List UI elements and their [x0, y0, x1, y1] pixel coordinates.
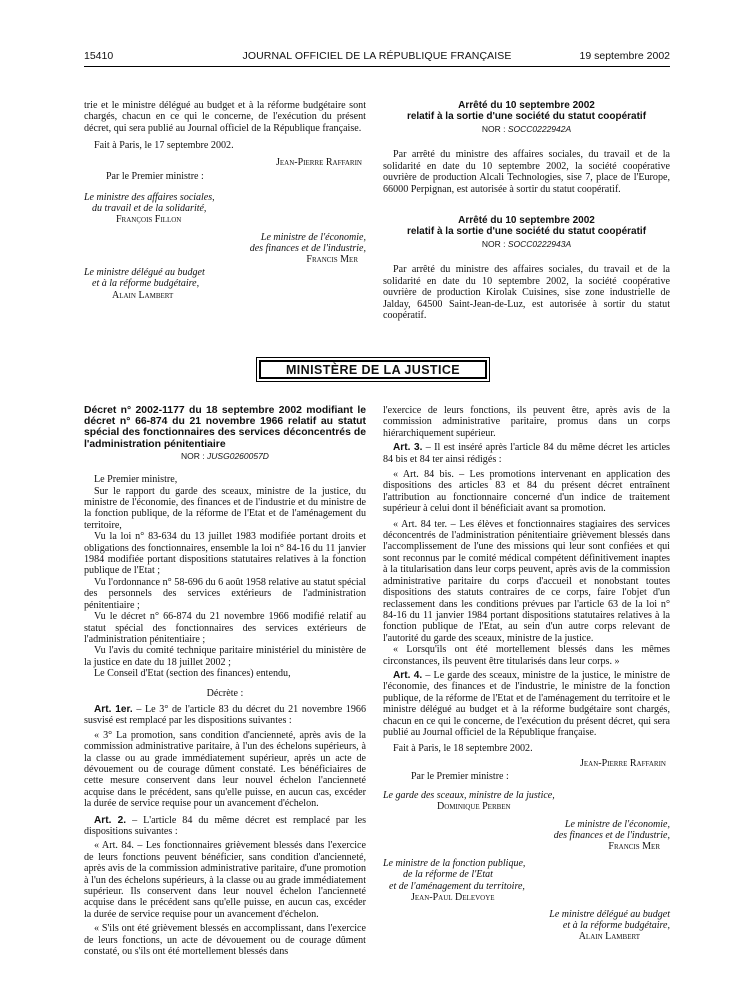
- minister-title: et à la réforme budgétaire,: [562, 920, 670, 932]
- nor-reference: [84, 451, 366, 462]
- minister-title: Le ministre délégué au budget: [549, 909, 670, 921]
- signatory-name: Jean-Pierre Raffarin: [580, 757, 666, 769]
- visa: Vu la loi n° 83-634 du 13 juillet 1983 modifiée portant droits et obligations des fonctionnaires, ensemble la loi n° 84-16 du 11 janvier 1984 modifiée portant dispositions statutaires relatives à la fonction publique de l'Etat ;: [84, 531, 366, 577]
- nor-label: NOR :: [181, 450, 205, 461]
- quoted-provision: « S'ils ont été grièvement blessés en accomplissant, dans l'exercice de leurs fonctions, un acte de dévouement ou de courage dûment constaté, ou s'ils ont été mortellement blessés dans: [84, 923, 366, 958]
- decree-right-column: [383, 405, 670, 943]
- visa: Sur le rapport du garde des sceaux, ministre de la justice, du ministre de l'économie, des finances et de l'industrie et du ministre de la fonction publique, de la réforme de l'Etat et de l'aménagement du territoire,: [84, 485, 366, 531]
- nor-code: SOCC0222943A: [507, 239, 572, 250]
- minister-title: Le ministre délégué au budget: [84, 267, 205, 279]
- article-4: [383, 670, 670, 738]
- nor-reference: [383, 239, 670, 250]
- arrete-subtitle: relatif à la sortie d'une société du statut coopératif: [406, 226, 647, 238]
- minister-title: Le ministre des affaires sociales,: [84, 192, 215, 204]
- minister-name: Francis Mer: [306, 254, 358, 266]
- minister-title: des finances et de l'industrie,: [553, 829, 670, 841]
- minister-title: de la réforme de l'Etat: [403, 869, 493, 881]
- minister-title: Le ministre de l'économie,: [564, 818, 670, 830]
- minister-title: et à la réforme budgétaire,: [92, 278, 200, 290]
- visa: Le Conseil d'Etat (section des finances) entendu,: [94, 668, 291, 680]
- minister-title: Le garde des sceaux, ministre de la justice,: [383, 790, 555, 802]
- minister-name: Francis Mer: [608, 841, 660, 852]
- minister-title: Le ministre de l'économie,: [260, 231, 366, 243]
- visa: Vu le décret n° 66-874 du 21 novembre 1966 modifié relatif au statut spécial des fonctionnaires des services extérieurs de l'administration pénitentiaire ;: [84, 611, 366, 645]
- quoted-provision: « Lorsqu'ils ont été mortellement blessés dans les mêmes circonstances, ils peuvent être titularisés dans leur corps. »: [383, 644, 670, 667]
- place-date: Fait à Paris, le 17 septembre 2002.: [94, 140, 234, 152]
- article-label: Art. 3.: [393, 442, 423, 454]
- by-prime-minister: Par le Premier ministre :: [106, 170, 204, 182]
- quoted-provision: « Art. 84 ter. – Les élèves et fonctionnaires stagiaires des services déconcentrés de l'administration pénitentiaire grièvement blessés dans l'accomplissement de l'une des missions qui leur sont confiées et qui sont reconnus par le comité médical compétent définitivement inaptes à la titularisation dans leur corps peuvent, après avis de la commission administrative paritaire du corps d'accueil et nonobstant toutes dispositions des statuts contraires de ce corps, faire l'objet d'un reclassement dans les conditions prévues par l'article 63 de la loi n° 84-16 du 11 janvier 1984 portant dispositions statutaires relatives à la fonction publique de l'Etat, au sein d'un autre corps relevant de l'autorité du garde des sceaux, ministre de la justice.: [383, 518, 670, 644]
- minister-title: du travail et de la solidarité,: [92, 203, 207, 215]
- arrete-title: Arrêté du 10 septembre 2002: [458, 215, 595, 227]
- minister-name: Dominique Perben: [437, 801, 511, 813]
- decree-left-column: [84, 405, 366, 957]
- article-label: Art. 2.: [94, 814, 127, 826]
- ministry-heading-box: [256, 357, 490, 382]
- visa: Vu l'avis du comité technique paritaire ministériel du ministère de la justice en date du 18 juillet 2002 ;: [84, 645, 366, 668]
- quoted-provision: « Art. 84 bis. – Les promotions intervenant en application des dispositions des articles 83 et 84 du présent décret entraînent l'attribution au fonctionnaire concerné d'un indice de traitement supérieur à celui dont il bénéficiait avant sa promotion.: [383, 469, 670, 515]
- article-label: Art. 1er.: [94, 703, 133, 715]
- header-rule: [84, 66, 670, 67]
- minister-name: Alain Lambert: [578, 931, 640, 943]
- article-2-continued: l'exercice de leurs fonctions, ils peuvent être, après avis de la commission administrative paritaire, promus dans un corps hiérarchiquement supérieur.: [383, 405, 670, 439]
- nor-label: NOR :: [481, 239, 506, 250]
- arrete-body: Par arrêté du ministre des affaires sociales, du travail et de la solidarité en date du 10 septembre 2002, la société coopérative ouvrière de production Alcali Technologies, sise 7, place de l'Europe, 66000 Perpignan, est autorisée à sortir du statut coopératif.: [383, 149, 670, 195]
- quoted-provision: « 3° La promotion, sans condition d'ancienneté, après avis de la commission administrative paritaire, à l'un des échelons supérieurs, à la classe ou au grade immédiatement supérieur, après un acte de dévouement ou de courage dûment constaté. Les bénéficiaires de cette mesure conservent dans leur nouvel échelon l'ancienneté acquise dans le précédent, sans qu'elle puisse, en aucun cas, excéder la durée de service requise pour un avancement d'échelon.: [84, 729, 366, 810]
- arrete-subtitle: relatif à la sortie d'une société du statut coopératif: [406, 111, 647, 122]
- ministry-heading: MINISTÈRE DE LA JUSTICE: [259, 360, 487, 379]
- place-date: Fait à Paris, le 18 septembre 2002.: [393, 743, 533, 755]
- minister-name: François Fillon: [116, 214, 182, 226]
- page-number: 15410: [84, 50, 114, 62]
- minister-title: et de l'aménagement du territoire,: [389, 880, 525, 892]
- article-text: – L'article 84 du même décret est remplacé par les dispositions suivantes :: [84, 814, 367, 837]
- arrete-body: Par arrêté du ministre des affaires sociales, du travail et de la solidarité en date du 10 septembre 2002, la société coopérative ouvrière de production Kirolak Cuisines, sise zone industrielle de Jalday, 64500 Saint-Jean-de-Luz, est autorisée à sortir du statut coopératif.: [383, 264, 670, 322]
- article-2: [84, 815, 366, 838]
- minister-title: des finances et de l'industrie,: [249, 242, 366, 254]
- minister-title: Le ministre de la fonction publique,: [383, 858, 526, 870]
- journal-title: JOURNAL OFFICIEL DE LA RÉPUBLIQUE FRANÇAISE: [242, 50, 512, 62]
- closing-paragraph: trie et le ministre délégué au budget et à la réforme budgétaire sont chargés, chacun en ce qui le concerne, de l'exécution du présent décret, qui sera publié au Journal officiel de la République française.: [84, 100, 366, 134]
- minister-name: Jean-Paul Delevoye: [411, 891, 495, 903]
- issue-date: 19 septembre 2002: [579, 50, 670, 62]
- article-3: [383, 442, 670, 465]
- by-prime-minister: Par le Premier ministre :: [411, 770, 509, 782]
- decrete: Décrète :: [206, 687, 244, 699]
- nor-code: JUSG0260057D: [207, 450, 269, 461]
- article-text: – Le 3° de l'article 83 du décret du 21 novembre 1966 susvisé est remplacé par les dispositions suivantes :: [84, 703, 366, 727]
- nor-code: SOCC0222942A: [507, 124, 572, 134]
- signatory-name: Jean-Pierre Raffarin: [276, 156, 362, 168]
- visa: Le Premier ministre,: [94, 474, 178, 486]
- nor-reference: [383, 124, 670, 135]
- quoted-provision: « Art. 84. – Les fonctionnaires grièvement blessés dans l'exercice de leurs fonctions peuvent bénéficier, sans condition d'ancienneté, après avis de la commission administrative paritaire, d'une promotion à l'un des échelons supérieurs, à la classe ou au grade immédiatement supérieur. Ils conservent dans leur nouvel échelon l'ancienneté acquise dans le précédent sans qu'elle puisse, en aucun cas, excéder la durée de service requise pour un avancement d'échelon.: [84, 840, 366, 920]
- article-text: – Il est inséré après l'article 84 du même décret les articles 84 bis et 84 ter ainsi rédigés :: [383, 442, 670, 465]
- top-left-column: [84, 100, 366, 301]
- article-label: Art. 4.: [393, 669, 423, 681]
- top-right-column: [383, 100, 670, 321]
- minister-name: Alain Lambert: [112, 289, 174, 301]
- article-1: [84, 704, 366, 727]
- nor-label: NOR :: [481, 124, 506, 134]
- page-header: [84, 50, 670, 64]
- decree-title: Décret n° 2002-1177 du 18 septembre 2002 modifiant le décret n° 66-874 du 21 novembre 1966 relatif au statut spécial des fonctionnaires des services déconcentrés de l'administration pénitentiaire: [84, 405, 366, 450]
- article-text: – Le garde des sceaux, ministre de la justice, le ministre de l'économie, des finances et de l'industrie, le ministre de la fonction publique, de la réforme de l'Etat et de l'aménagement du territoire et le ministre délégué au budget et à la réforme budgétaire sont chargés, chacun en ce qui le concerne, de l'exécution du présent décret, qui sera publié au Journal officiel de la République française.: [383, 669, 670, 738]
- arrete-title: Arrêté du 10 septembre 2002: [458, 100, 595, 111]
- visa: Vu l'ordonnance n° 58-696 du 6 août 1958 relative au statut spécial des personnels des services extérieurs de l'administration pénitentiaire ;: [84, 576, 366, 611]
